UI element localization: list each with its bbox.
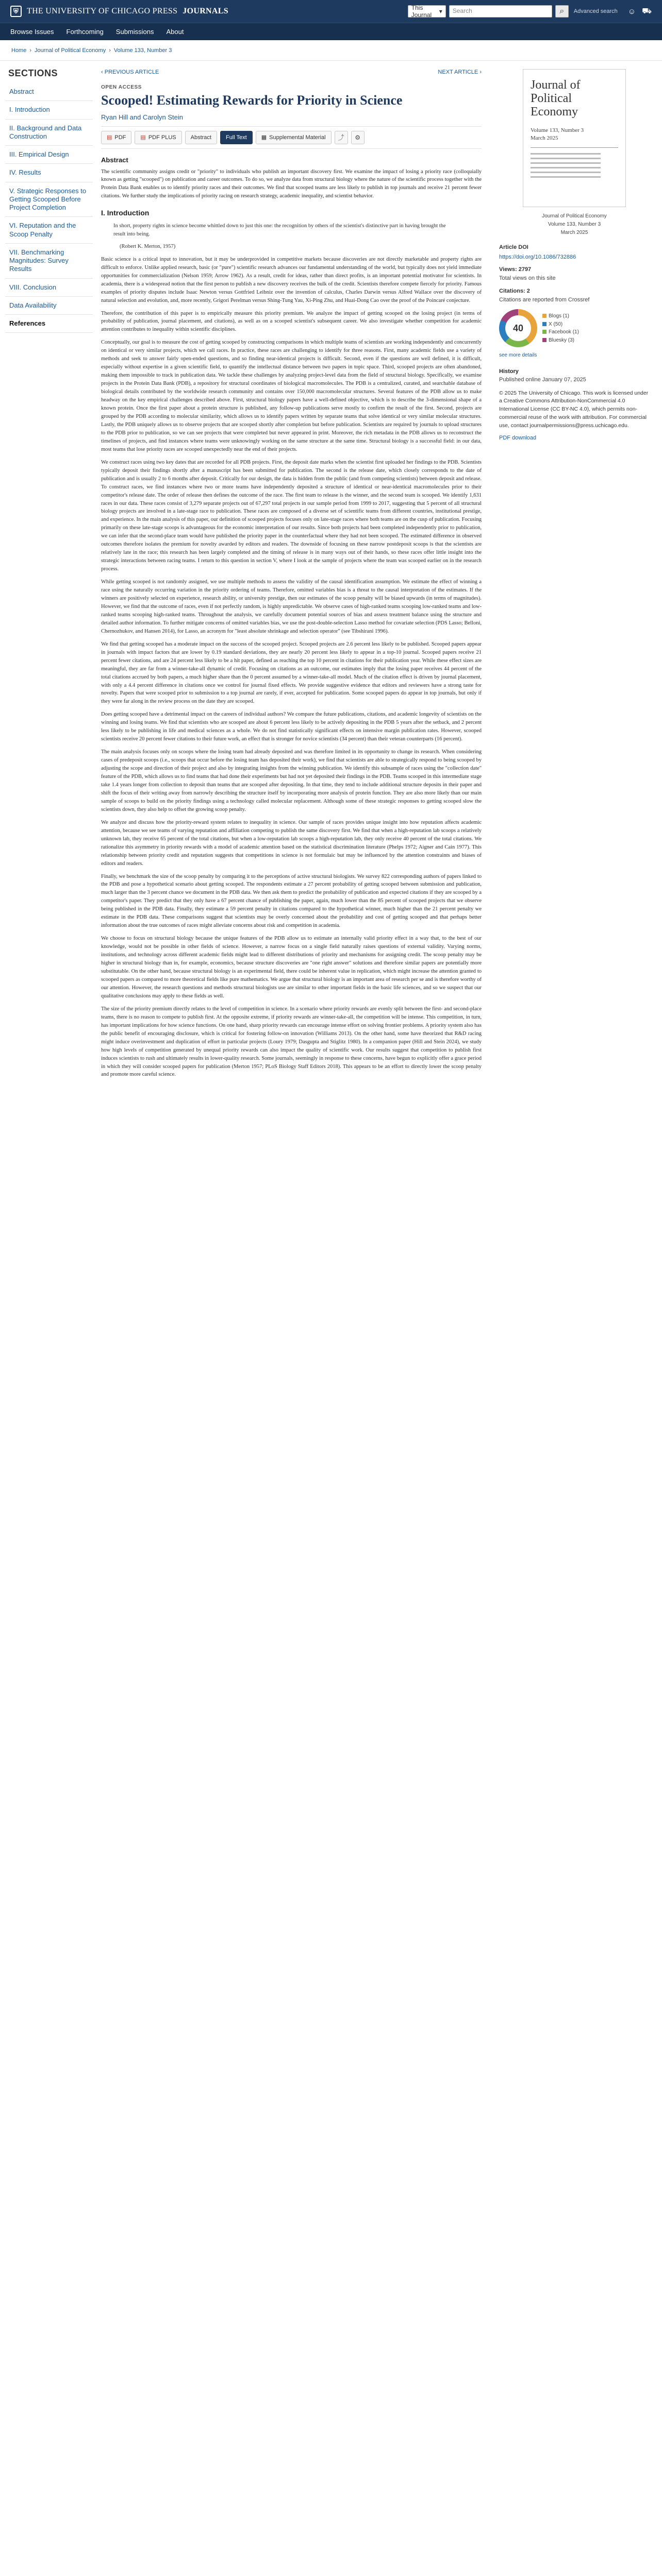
article-info-sidebar	[490, 61, 650, 1083]
breadcrumb-issue[interactable]: Volume 133, Number 3	[113, 47, 172, 54]
altmetric-details-link[interactable]: see more details	[499, 352, 537, 358]
search-input[interactable]: Search	[449, 5, 552, 18]
history-text: Published online January 07, 2025	[499, 377, 586, 383]
full-text-button[interactable]	[220, 131, 253, 144]
breadcrumb-separator: ›	[29, 47, 32, 54]
altmetric-score: 40	[505, 315, 531, 341]
scope-value: This Journal	[411, 4, 432, 19]
sidebar-item-conclusion[interactable]: VIII. Conclusion	[5, 279, 93, 297]
article-authors	[101, 113, 482, 121]
sidebar-item-results[interactable]: IV. Results	[5, 164, 93, 182]
full-text-label: Full Text	[225, 134, 247, 141]
legend-label: Blogs (1)	[549, 313, 570, 319]
user-icon[interactable]: ☺	[627, 7, 636, 16]
pdf-label: PDF	[114, 134, 126, 141]
logo-text: THE UNIVERSITY OF CHICAGO PRESS	[27, 7, 178, 15]
cover-volume: Volume 133, Number 3	[531, 127, 584, 133]
main-nav	[0, 23, 662, 40]
sidebar-item-references[interactable]: References	[5, 315, 93, 333]
epigraph-citation: (Robert K. Merton, 1957)	[120, 243, 176, 249]
next-article-link[interactable]: NEXT ARTICLE ›	[438, 69, 482, 75]
open-access-badge: OPEN ACCESS	[101, 84, 142, 90]
cover-contents-lines	[531, 147, 618, 204]
pdf-button[interactable]	[101, 131, 131, 144]
altmetric-legend-item	[542, 328, 579, 336]
sidebar-item-abstract[interactable]: Abstract	[5, 83, 93, 101]
prev-label: PREVIOUS ARTICLE	[104, 69, 159, 75]
epigraph: In short, property rights in science become whittled down to just this one: the recognition by others of the scientist's distinctive part in having brought the result into being.	[113, 223, 446, 238]
altmetric-legend-item	[542, 336, 579, 345]
nav-forthcoming[interactable]: Forthcoming	[66, 28, 104, 36]
sidebar-item-reputation[interactable]: VI. Reputation and the Scoop Penalty	[5, 217, 93, 244]
body-paragraph: We choose to focus on structural biology because the unique features of the PDB allow us to estimate an internally valid priority effect in a way that, to the best of our knowledge, would not be possible in other fields of science. However, a narrow focus on a single field naturally raises questions of external validity. Varying norms, institutions, and technology across different academic fields might lead to different distributions of priority and mechanisms for assigning credit. The scoop penalty may be higher in structural biology than in, for example, economics, because structure discoveries are "one right answer" solutions and therefore similar papers are potentially more substitutable. On the other hand, because structural biology is an experimental field, there could be inherent value in replication, which might increase the attention granted to scooped papers as compared to more theoretical fields like pure mathematics. We argue that structural biology is an important area of research per se and is therefore worthy of our attention. However, the research questions and methods structural biologists use are similar to other important fields in the basic life sciences, and so we suspect that our qualitative conclusions may apply to these fields as well.	[101, 936, 482, 999]
supplemental-label: Supplemental Material	[269, 134, 326, 141]
chevron-down-icon: ▾	[439, 8, 442, 15]
doi-heading: Article DOI	[499, 244, 528, 250]
author-links[interactable]: Ryan Hill and Carolyn Stein	[101, 113, 183, 121]
advanced-search-link[interactable]: Advanced search	[573, 8, 618, 14]
article-pager	[101, 69, 482, 75]
body-paragraph: While getting scooped is not randomly assigned, we use multiple methods to assess the validity of the causal identification assumption. We estimate the effect of winning a race using the naturally occurring variation in the priority ordering of teams. Therefore, omitted variables bias is a threat to the causal interpretation of the estimates. If the winners are positively selected on experience, research ability, or university prestige, then our estimates of the scoop penalty will be biased upwards (in terms of magnitudes). However, we find that the outcome of races, even if not perfectly random, is highly unpredictable. We observe cases of high-ranked teams scooping low-ranked teams and low-ranked teams scooping high-ranked teams. Throughout the analysis, we carefully document potential sources of bias and assess treatment balance using the structure and detailed author information. To further mitigate concerns of omitted variables bias, we use the post-double-selection Lasso method for covariate selection (PDS Lasso; Belloni, Chernozhukov, and Hansen 2014), for Lasso, an acronym for "least absolute shrinkage and selection operator" (see Tibshirani 1996).	[101, 579, 482, 634]
journal-date: March 2025	[560, 230, 588, 235]
views-note: Total views on this site	[499, 275, 556, 281]
tools-icon[interactable]: ⚙	[351, 131, 365, 144]
search-icon[interactable]: ⌕	[555, 5, 569, 18]
citations-note: Citations are reported from Crossref	[499, 296, 590, 303]
journal-meta	[499, 212, 650, 237]
legend-label: Bluesky (3)	[549, 337, 575, 343]
body-paragraph: Does getting scooped have a detrimental impact on the careers of individual authors? We compare the future publications, citations, and academic longevity of scientists on the winning and losing teams. We find that scientists who are scooped are about 6 percent less likely to be actively depositing in the PDB 5 years after the setback, and 2 percent less likely to be publishing in life and medical sciences as a whole. We do not find statistically significant effects on intensive margin publication rates. However, scooped scientists receive 20 percent fewer citations to their future work, an effect that is stronger for novice scientists (34 percent) than their veteran counterparts (16 percent).	[101, 711, 482, 742]
section-heading-introduction: I. Introduction	[101, 209, 150, 217]
cover-date: March 2025	[531, 134, 558, 141]
copyright-notice: © 2025 The University of Chicago. This work is licensed under a Creative Commons Attribution-NonCommercial 4.0 International License (CC BY-NC 4.0), which permits non-commercial reuse of the work with attribution. For commercial use, contact journalpermissions@press.uchicago.edu.	[499, 389, 649, 429]
logo-suffix: JOURNALS	[183, 7, 228, 15]
sidebar-item-strategic-responses[interactable]: V. Strategic Responses to Getting Scooped Before Project Completion	[5, 182, 93, 217]
press-logo[interactable]	[10, 6, 228, 17]
top-header	[0, 0, 662, 23]
shield-icon: ⛨	[10, 6, 22, 17]
sidebar-heading: SECTIONS	[8, 68, 58, 78]
abstract-text: The scientific community assigns credit or "priority" to individuals who publish an important discovery first. We examine the impact of losing a priority race (colloquially known as getting "scooped") on publication and career outcomes. To do so, we analyze data from structural biology where the nature of the scientific process together with the Protein Data Bank enables us to identify priority races and their outcomes. We find that scooped teams are less likely to publish in top journals and receive 21 percent fewer citations. We further study the implications of priority racing on research strategy, academic inequality, and scientist behavior.	[101, 168, 482, 199]
views-count: Views: 2797	[499, 266, 532, 273]
article-toolbar	[101, 126, 482, 149]
body-paragraph: The main analysis focuses only on scoops where the losing team had already deposited and was therefore limited in its opportunity to change its research. When considering cases of predeposit scoops (i.e., scoops that occur before the losing team has deposited their work), we find that scientists are able to strategically respond to being scooped by adjusting the scope and direction of their project and also by integrating insights from the winning publication. We identify this subsample of races using the "collection date" feature of the PDB, which allows us to find teams that had done their experiments but had not yet deposited their findings in the PDB. Teams scooped in this intermediate stage take 1.4 years longer from collection to deposit than teams that are scooped after depositing. In that time, they tend to include additional structure deposits in their paper and shift the focus of their writing away from narrowly describing the structure itself by incorporating more analysis of protein function. They are also more likely than our main sample of scoops to build on the priority findings using a technology called molecular replacement. Although some of these strategic responses to getting scooped slow the scientists down, they also help to offset the growing scoop penalty.	[101, 749, 482, 812]
body-paragraph: We construct races using two key dates that are recorded for all PDB projects. First, the deposit date marks when the scientist first uploaded her findings to the PDB. Scientists typically deposit their findings shortly after a manuscript has been submitted for publication. The second is the release date, which closely corresponds to the date of publication and is usually 2 to 6 months after deposit. Critically for our design, the data is hidden from the public (and from competing scientists) between deposit and release. To construct races, we find instances where two or more teams have independently deposited a structure of identical or near-identical macromolecules prior to their competitor's release date. The order of release then defines the outcome of the race. The first team to release is the winner, and the second team is scooped. We identify 1,631 races in our data. These races consist of 3,279 separate projects out of 67,297 total projects in our sample period from 1999 to 2017, suggesting that 5 percent of all structural biology projects are involved in a late-stage race to publication. These races are composed of a diverse set of scientific teams from different countries, institutional prestige, and experience. In the main analysis of this paper, our definition of scooped projects focuses only on late-stage races where both teams are on the cusp of publication. Focusing primarily on these late-stage scoops is advantageous for the economic interpretation of our results. Since both projects had been completed independently prior to publication, we can infer that the second-place team would have published the priority paper in the counterfactual where they had not been scooped. The estimated difference in observed outcomes therefore isolates the premium for novelty awarded by editors and readers. The downside of focusing on these narrow postdeposit scoops is that the scientists are relatively late in the race; this research has been largely completed and the timing of release is in many ways out of their hands, so these races offer little insight into the strategic interactions between racing teams. I return to this question in section V, where I look at the sample of projects where the team was scooped earlier on in the research process.	[101, 459, 482, 572]
altmetric-donut	[499, 309, 537, 347]
search-area	[408, 5, 618, 18]
body-paragraph: We find that getting scooped has a moderate impact on the success of the scooped project. Scooped projects are 2.6 percent less likely to be published. Scooped papers appear in journals with impact factors that are lower by 0.19 standard deviations, they are nearly 20 percent less likely to appear in a top-10 journal. Scooped papers receive 21 percent fewer citations, and are 24 percent less likely to be a hit paper, defined as reaching the top 10 percent in citations for their publication year. While these effect sizes are meaningful, they are far from a winner-take-all dynamic of credit. Focusing on citations as an outcome, our estimates imply that the losing paper receives 44 percent of the total citations accrued by both papers, a much higher share than the 0 percent assumed by a winner-take-all model. Much of the citation effect is driven by journal placement, with only a 4.4 percent difference in citations once we control for journal fixed effects. We provide suggestive evidence that editors and reviewers have a strong taste for novelty. Papers that were scooped prior to submission to a top journal are rarely, if ever, accepted for publication. Some scooped papers do appear in top journals, but only if they were far along in the review process on the date they are scooped.	[101, 641, 482, 705]
sidebar-item-background[interactable]: II. Background and Data Construction	[5, 120, 93, 146]
sidebar-item-introduction[interactable]: I. Introduction	[5, 101, 93, 119]
pdf-plus-label: PDF PLUS	[148, 134, 176, 141]
altmetric-legend-item	[542, 312, 579, 320]
cover-title: Journal of Political Economy	[531, 78, 581, 118]
altmetric-widget[interactable]	[499, 309, 650, 347]
nav-about[interactable]: About	[166, 28, 184, 36]
nav-submissions[interactable]: Submissions	[115, 28, 154, 36]
journal-volume: Volume 133, Number 3	[548, 222, 601, 227]
doi-link[interactable]: https://doi.org/10.1086/732886	[499, 254, 576, 260]
body-paragraph: We analyze and discuss how the priority-reward system relates to inequality in science. Our sample of races provides unique insight into how reputation affects academic attention, because we see teams of varying reputation and affiliation competing to publish the same discovery first. We find that when a high-reputation lab scoops a relatively unknown lab, they receive 65 percent of the total citations, but when a low-reputation lab scoops a high-reputation lab, they only receive 40 percent of the total citations. We rationalize this asymmetry in priority rewards with a model of academic attention based on the statistical discrimination literature (Phelps 1972; Aigner and Cain 1977). This relationship between priority credit and reputation suggests that competitions in science is not formulaic but may be influenced by the attention constraints and biases of editors and readers.	[101, 819, 482, 867]
page-layout	[0, 61, 662, 1083]
nav-browse-issues[interactable]: Browse Issues	[10, 28, 54, 36]
sections-sidebar	[5, 61, 93, 1083]
body-paragraph: Finally, we benchmark the size of the scoop penalty by comparing it to the perceptions of active structural biologists. We survey 822 corresponding authors of papers linked to the PDB and pose a hypothetical scenario about getting scooped. The respondents estimate a 27 percent probability of getting scooped between submission and publication, much larger than the 3 percent chance we document in the PDB data. We then ask them to predict the probability of publication and expected citations if they are scooped by a competitor's paper. They predict that they only have a 67 percent chance of publishing the paper, again, much lower than the 85 percent of scooped projects that we observe being published in the PDB data. Finally, they estimate a 59 percent penalty in citations compared to the hypothetical winner, much higher than the 21 percent penalty we estimate in the PDB data. These comparisons suggest that scientists may be overly concerned about the probability and cost of getting scooped and that perhaps better information about the true outcomes of races might alleviate concerns about risk and competition in academia.	[101, 873, 482, 929]
article-main	[93, 61, 490, 1083]
body-paragraph: Therefore, the contribution of this paper is to empirically measure this priority premium. We analyze the impact of getting scooped on the losing project (in terms of probability of publication, journal placement, and citations), as well as on a scooped scientist's subsequent career. We also investigate whether competition for academic attention contributes to inequality within scientific disciplines.	[101, 310, 482, 333]
pdf-icon: ▤	[107, 134, 112, 141]
citations-count: Citations: 2	[499, 287, 530, 294]
supplement-icon: ▦	[261, 134, 267, 141]
search-scope-select[interactable]	[408, 5, 446, 18]
body-paragraph: The size of the priority premium directly relates to the level of competition in science. In a scenario where priority rewards are evenly split between the first- and second-place teams, there is no reason to compete to publish first. At the opposite extreme, if priority rewards are winner-take-all, the competition will be intense. This competition, in turn, has important implications for how science functions. On one hand, sharp priority rewards can encourage intense effort on solving frontier problems. A priority system also has the public benefit of encouraging disclosure, which is critical for fostering follow-on innovation (Williams 2013). On the other hand, some have theorized that R&D racing might induce overinvestment and duplication of effort in particular projects (Loury 1979; Dasgupta and Stiglitz 1980). In a companion paper (Hill and Stein 2024), we study how high levels of competition generated by unequal priority rewards can also impact the quality of scientific work. Our results suggest that competition to publish first induces scientists to rush and ultimately results in lower-quality research. Some journals, seemingly in response to these concerns, have begun to explicitly offer a grace period in which they will consider scooped papers for publication (Merton 1957; PLoS Biology Staff Editors 2018). This appears to be an effort to directly lower the scoop penalty and promote more careful science.	[101, 1006, 482, 1078]
abstract-button[interactable]	[185, 131, 217, 144]
article-title: Scooped! Estimating Rewards for Priority in Science	[101, 93, 403, 108]
legend-label: X (50)	[549, 321, 563, 327]
history-heading: History	[499, 368, 519, 375]
body-paragraph: Conceptually, our goal is to measure the cost of getting scooped by constructing comparisons in which multiple teams of scientists are working independently and concurrently on identical or very similar projects, which we call races. In practice, these races are challenging to identify for three reasons. First, many academic fields use a variety of methods and seek to answer fairly open-ended questions, and so finding near-identical projects is difficult. Second, even if the questions are well defined, it is difficult, especially without expertise in a given scientific field, to quantify the intellectual distance between two papers in topic space. Third, scooped projects are often abandoned, making them impossible to track in publication data. We tackle these challenges by analyzing project-level data from the field of structural biology. Specifically, we examine projects in the Protein Data Bank (PDB), a repository for structural coordinates of biological macromolecules. The PDB is a centralized, curated, and searchable database of biological details contributed by the worldwide research community and contains over 150,000 macromolecular structures. Several features of the PDB allow us to make headway on the key empirical challenges described above. First, structural biology papers have a well-defined objective, which is to describe the 3-dimensional shape of a known protein. Once the first paper about a protein structure is published, any follow-up publications serve mostly to confirm the result of the first. Second, projects are grouped by the PDB according to molecular similarity, which allows us to identify papers written by separate teams that solve identical or very similar molecular structures. Lastly, the PDB uniquely allows us to observe projects that are scooped shortly after completion but before publication. Scientists are required by journals to upload structures to the PDB prior to publication, so we can see projects that were completed but never appeared in print. Moreover, the rich metadata in the PDB allows us to reconstruct the timelines of projects, and find instances where teams were unknowingly working on the same structure at the same time. Structural biology is a successful field: in our data, most teams that lose priority races are scooped unexpectedly near the end of their projects.	[101, 340, 482, 452]
breadcrumb-separator: ›	[109, 47, 111, 54]
altmetric-legend-item	[542, 320, 579, 329]
pdf-download-link[interactable]: PDF download	[499, 435, 537, 442]
previous-article-link[interactable]: ‹ PREVIOUS ARTICLE	[101, 69, 159, 75]
pdf-plus-icon: ▤	[140, 134, 146, 141]
journal-cover-image[interactable]	[523, 69, 626, 207]
journal-name: Journal of Political Economy	[542, 213, 607, 219]
abstract-label: Abstract	[190, 134, 211, 141]
body-paragraph: Basic science is a critical input to innovation, but it may be underprovided in competitive markets because discoveries are not directly marketable and property rights are difficult to enforce. Unlike applied research, basic (or "pure") scientific research advances our fundamental understanding of the world, but typically does not yield immediate opportunities for commercialization (Nelson 1959; Arrow 1962). As a result, credit for ideas, rather than direct profits, is an important potential motivator for scientists. In academia, there is a widespread notion that the first person to publish a new discovery receives the bulk of the credit. Scientists therefore compete fiercely for priority. Famous examples of priority disputes include Isaac Newton versus Gottfried Leibniz over the invention of calculus, Charles Darwin versus Alfred Wallace over the discovery of natural selection and evolution, and, more recently, Grigori Perelman versus Shing-Tung Yau, Xi-Ping Zhu, and Huai-Dong Cao over the proof of the Poincaré conjecture.	[101, 256, 482, 303]
breadcrumb-home[interactable]: Home	[11, 47, 27, 54]
sidebar-item-benchmarking[interactable]: VII. Benchmarking Magnitudes: Survey Results	[5, 244, 93, 279]
sidebar-item-data-availability[interactable]: Data Availability	[5, 297, 93, 315]
cart-icon[interactable]: ⛟	[642, 6, 652, 15]
altmetric-legend	[542, 312, 579, 344]
sidebar-item-empirical-design[interactable]: III. Empirical Design	[5, 146, 93, 164]
legend-label: Facebook (1)	[549, 329, 579, 335]
pdf-plus-button[interactable]	[135, 131, 181, 144]
breadcrumb	[0, 40, 662, 61]
share-icon[interactable]: ⤴	[335, 131, 348, 144]
user-tools	[628, 7, 652, 16]
next-label: NEXT ARTICLE	[438, 69, 478, 75]
breadcrumb-journal[interactable]: Journal of Political Economy	[35, 47, 106, 54]
abstract-heading: Abstract	[101, 156, 128, 164]
supplemental-button[interactable]	[256, 131, 332, 144]
